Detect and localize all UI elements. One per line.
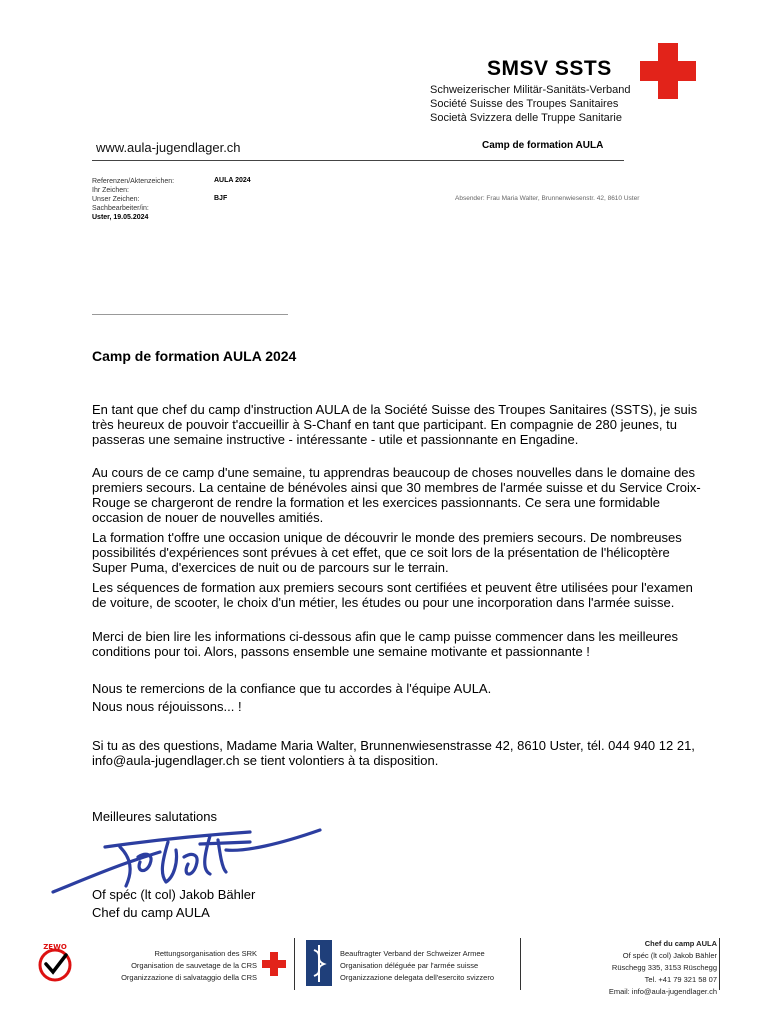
signer-name: Of spéc (lt col) Jakob Bähler [92,887,256,902]
label-sachbearbeiter: Sachbearbeiter/in: [92,205,149,212]
org-name-fr: Société Suisse des Troupes Sanitaires [430,98,619,110]
org-name: SMSV SSTS [487,57,612,80]
footer-divider-3 [719,938,720,990]
header-divider [92,160,624,161]
org-name-it: Società Svizzera delle Truppe Sanitarie [430,112,622,124]
address-rule [92,314,288,315]
contact-title: Chef du camp AULA [644,939,717,948]
paragraph-thanks: Nous te remercions de la confiance que tu accordes à l'équipe AULA. [92,681,492,696]
srk-info [110,948,257,984]
contact-info [609,938,717,998]
unser-zeichen-value: BJF [214,195,228,202]
srk-fr: Organisation de sauvetage de la CRS [131,961,257,970]
signer-role: Chef du camp AULA [92,905,210,920]
reference-value: AULA 2024 [214,177,251,184]
zewo-text: ZEWO [43,943,67,951]
label-unser-zeichen: Unser Zeichen: [92,196,140,203]
camp-label: Camp de formation AULA [482,140,604,151]
army-de: Beauftragter Verband der Schweizer Armee [340,949,485,958]
label-ihr-zeichen: Ihr Zeichen: [92,187,129,194]
paragraph-rejoice: Nous nous réjouissons... ! [92,699,242,714]
zewo-seal-logo [35,942,75,984]
footer-divider-2 [520,938,521,990]
army-medical-badge-icon [306,940,332,986]
footer-divider-1 [294,938,295,990]
paragraph-intro: En tant que chef du camp d'instruction AULA de la Société Suisse des Troupes Sanitaires (SSTS), je suis très heureux de pouvoir t'accueillir à S-Chanf en tant que participant. En compagnie de 280 jeunes, tu passeras une semaine instructive - intéressante - utile et passionnante en Engadine. [92,402,698,447]
date-line: Uster, 19.05.2024 [92,214,149,221]
army-it: Organizzazione delegata dell'esercito svizzero [340,973,495,982]
website-link[interactable]: www.aula-jugendlager.ch [96,140,241,155]
srk-de: Rettungsorganisation des SRK [154,949,257,958]
reference-labels [92,177,174,222]
label-reference: Referenzen/Aktenzeichen: [92,178,175,185]
signature-block [92,886,255,922]
army-info [340,948,494,984]
paragraph-training: La formation t'offre une occasion unique de découvrir le monde des premiers secours. De nombreuses possibilités d'expériences sont prévues à cet effet, que ce soit lors de la présentation de l'hélicoptère Super Puma, d'exercices de nuit ou de parcours sur le terrain. [92,530,682,575]
contact-email[interactable]: Email: info@aula-jugendlager.ch [608,987,717,996]
contact-name: Of spéc (lt col) Jakob Bähler [622,951,717,960]
org-name-de: Schweizerischer Militär-Sanitäts-Verband [430,84,631,96]
paragraph-information: Merci de bien lire les informations ci-dessous afin que le camp puisse commencer dans les meilleures conditions pour toi. Alors, passons ensemble une semaine motivante et passionnante ! [92,629,678,659]
letter-subject: Camp de formation AULA 2024 [92,348,297,364]
paragraph-camp: Au cours de ce camp d'une semaine, tu apprendras beaucoup de choses nouvelles dans le domaine des premiers secours. La centaine de bénévoles ainsi que 30 membres de l'armée suisse et du Service Croix-Rouge se chargeront de rendre la formation et les exercices passionnants. Ce sera une formidable occasion de nouer de nouvelles amitiés. [92,465,701,525]
paragraph-contact: Si tu as des questions, Madame Maria Walter, Brunnenwiesenstrasse 42, 8610 Uster, tél. 044 940 12 21, info@aula-jugendlager.ch se tient volontiers à ta disposition. [92,738,695,768]
sender-line: Absender: Frau Maria Walter, Brunnenwiesenstr. 42, 8610 Uster [455,195,640,202]
paragraph-certification: Les séquences de formation aux premiers secours sont certifiées et peuvent être utilisées pour l'examen de voiture, de scooter, le choix d'un métier, les études ou pour une incorporation dans l'armée suisse. [92,580,693,610]
srk-it: Organizzazione di salvataggio della CRS [121,973,257,982]
contact-tel: Tel. +41 79 321 58 07 [644,975,717,984]
srk-cross-icon [262,952,286,976]
red-cross-logo [640,43,696,99]
army-fr: Organisation déléguée par l'armée suisse [340,961,479,970]
contact-street: Rüschegg 335, 3153 Rüschegg [611,963,717,972]
closing: Meilleures salutations [92,809,218,824]
